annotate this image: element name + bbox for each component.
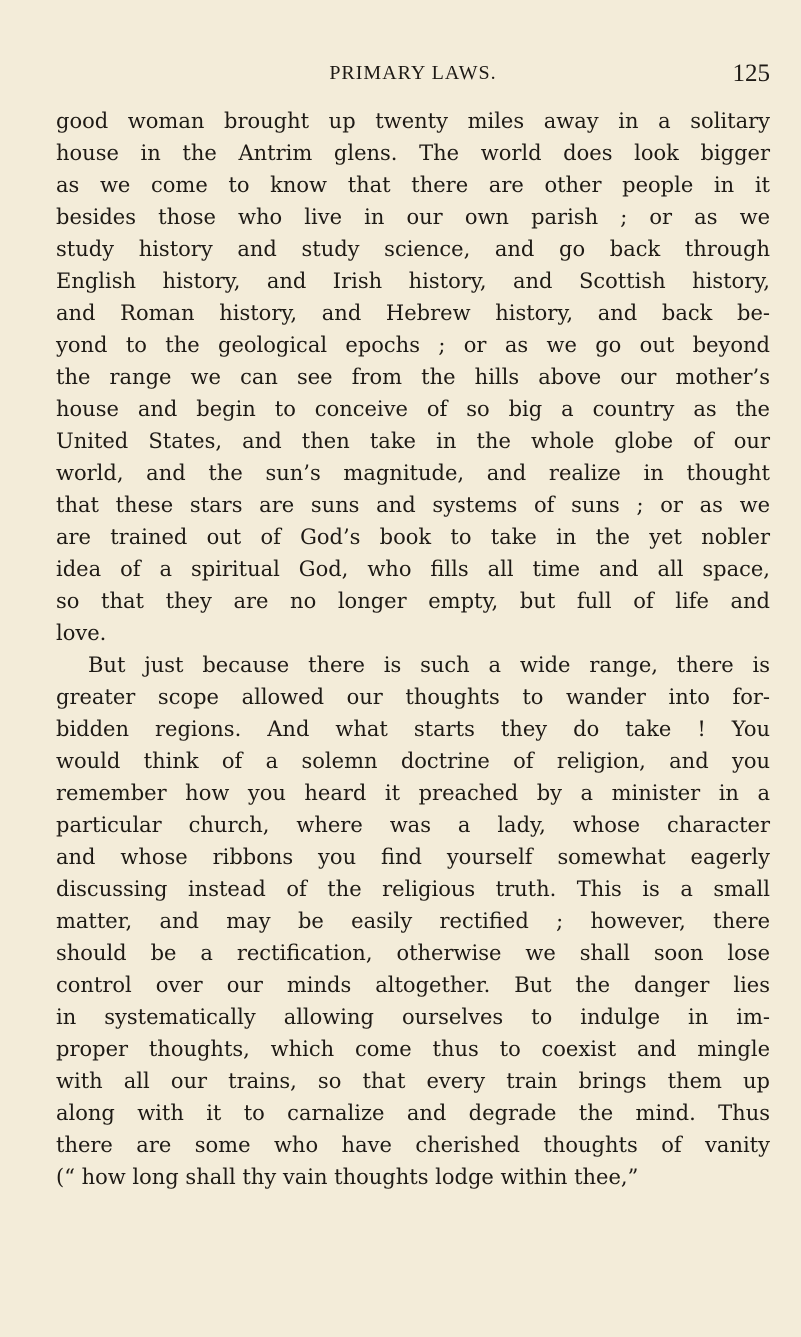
text-line: and Roman history, and Hebrew history, and back be- — [56, 301, 770, 325]
text-line: love. — [56, 621, 107, 645]
text-line: remember how you heard it preached by a minister in a — [56, 781, 770, 805]
text-line: idea of a spiritual God, who fills all time and all space, — [56, 557, 770, 581]
text-line: the range we can see from the hills above our mother’s — [56, 365, 770, 389]
text-line: good woman brought up twenty miles away in a solitary — [56, 109, 770, 133]
text-line: matter, and may be easily rectified ; however, there — [56, 909, 770, 933]
text-line: house in the Antrim glens. The world does look bigger — [56, 141, 770, 165]
text-line: along with it to carnalize and degrade the mind. Thus — [56, 1101, 770, 1125]
text-line: greater scope allowed our thoughts to wander into for- — [56, 685, 770, 709]
paragraph-2 — [56, 649, 770, 1193]
text-line: (“ how long shall thy vain thoughts lodge within thee,” — [56, 1165, 639, 1189]
text-line: besides those who live in our own parish ; or as we — [56, 205, 770, 229]
text-line: should be a rectification, otherwise we shall soon lose — [56, 941, 770, 965]
running-title: PRIMARY LAWS. — [329, 62, 497, 84]
running-head — [56, 62, 770, 92]
text-line: proper thoughts, which come thus to coexist and mingle — [56, 1037, 770, 1061]
text-line: yond to the geological epochs ; or as we go out beyond — [56, 333, 770, 357]
text-line: in systematically allowing ourselves to indulge in im- — [56, 1005, 770, 1029]
text-line: and whose ribbons you find yourself somewhat eagerly — [56, 845, 770, 869]
text-line: so that they are no longer empty, but full of life and — [56, 589, 770, 613]
text-line: would think of a solemn doctrine of religion, and you — [56, 749, 770, 773]
text-line: house and begin to conceive of so big a country as the — [56, 397, 770, 421]
text-line: world, and the sun’s magnitude, and realize in thought — [56, 461, 770, 485]
text-line: are trained out of God’s book to take in the yet nobler — [56, 525, 770, 549]
text-line: But just because there is such a wide range, there is — [88, 653, 770, 677]
text-line: discussing instead of the religious truth. This is a small — [56, 877, 770, 901]
body-text — [56, 105, 770, 1193]
text-line: study history and study science, and go back through — [56, 237, 770, 261]
text-line: United States, and then take in the whole globe of our — [56, 429, 770, 453]
text-line: with all our trains, so that every train brings them up — [56, 1069, 770, 1093]
text-line: that these stars are suns and systems of suns ; or as we — [56, 493, 770, 517]
text-line: English history, and Irish history, and Scottish history, — [56, 269, 770, 293]
text-line: particular church, where was a lady, whose character — [56, 813, 770, 837]
text-line: there are some who have cherished thoughts of vanity — [56, 1133, 770, 1157]
paragraph-1 — [56, 105, 770, 649]
text-line: bidden regions. And what starts they do take ! You — [56, 717, 770, 741]
text-line: control over our minds altogether. But the danger lies — [56, 973, 770, 997]
page-number: 125 — [732, 60, 770, 87]
text-line: as we come to know that there are other people in it — [56, 173, 770, 197]
